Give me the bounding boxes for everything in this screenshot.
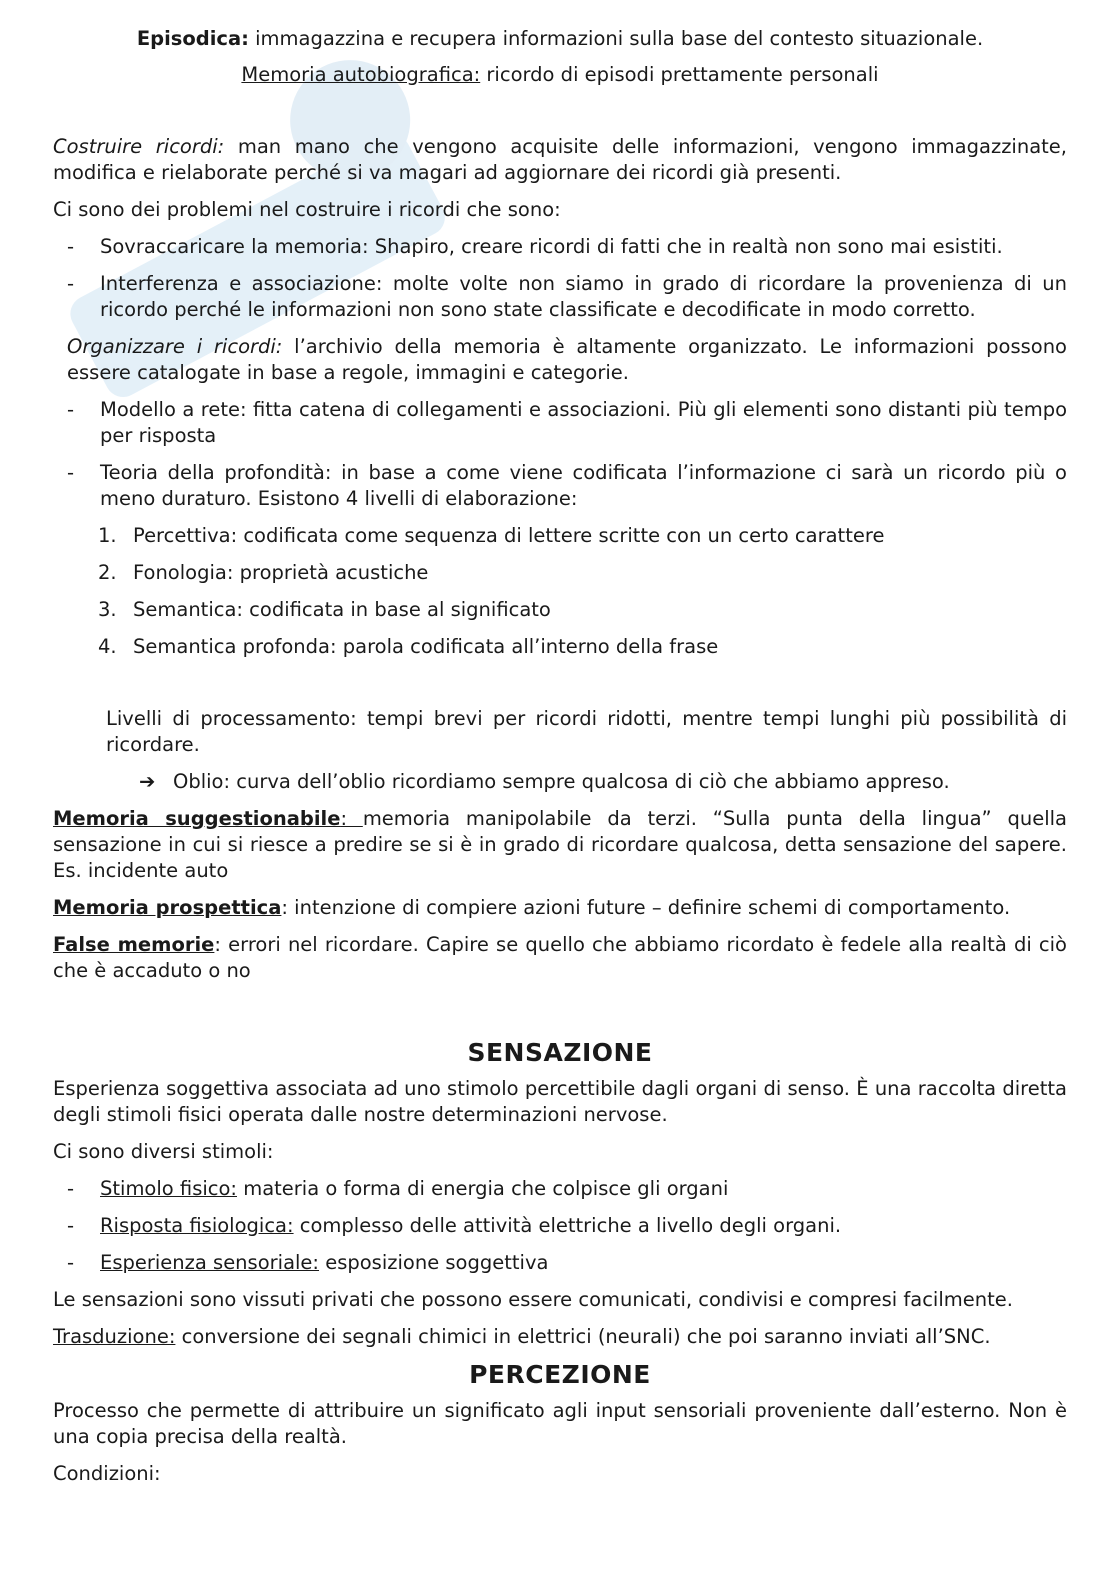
stimuli-intro: Ci sono diversi stimoli: [53,1140,274,1163]
list-item [53,1213,1067,1239]
dash-bullet: - [67,1251,75,1274]
percezione-heading: PERCEZIONE [469,1360,651,1389]
organizzare-text: l’archivio della memoria è altamente organizzato. Le informazioni possono essere catalogate in base a regole, immagini e categorie. [67,335,1067,384]
stimulus-text: materia o forma di energia che colpisce gli organi [237,1177,729,1200]
dash-bullet: - [67,1177,75,1200]
stimulus-text: complesso delle attività elettriche a livello degli organi. [293,1214,842,1237]
list-item [53,397,1067,449]
costruire-text: man mano che vengono acquisite delle informazioni, vengono immagazzinate, modifica e rielaborate perché si va magari ad aggiornare dei ricordi già presenti. [53,135,1067,184]
document-page [53,26,1067,1487]
organizzare-paragraph [53,334,1067,386]
level-item [53,597,1067,623]
list-item [53,234,1067,260]
autobio-text: ricordo di episodi prettamente personali [480,63,879,86]
trasduzione-paragraph [53,1324,1067,1350]
level-number: 3. [98,598,117,621]
suggestionabile-text: memoria manipolabile da terzi. “Sulla punta della lingua” quella sensazione in cui si riesce a predire se si è in grado di ricordare qualcosa, detta sensazione del sapere. Es. incidente auto [53,807,1067,882]
conditions-label: Condizioni: [53,1462,161,1485]
list-item [53,271,1067,323]
level-number: 4. [98,635,117,658]
autobio-term: Memoria autobiografica: [241,63,481,86]
prospettica-paragraph [53,895,1067,921]
dash-bullet: - [67,398,75,421]
level-text: Fonologia: proprietà acustiche [133,561,429,584]
organizzare-item-text: Teoria della profondità: in base a come viene codificata l’informazione ci sarà un ricordo più o meno duraturo. Esistono 4 livelli di elaborazione: [100,461,1067,510]
list-item [53,1250,1067,1276]
prospettica-text: : intenzione di compiere azioni future – definire schemi di comportamento. [281,896,1011,919]
suggestionabile-paragraph [53,806,1067,884]
list-item [53,460,1067,512]
stimulus-term: Risposta fisiologica: [100,1214,294,1237]
stimulus-term: Stimolo fisico: [100,1177,237,1200]
percezione-definition: Processo che permette di attribuire un significato agli input sensoriali proveniente dall’esterno. Non è una copia precisa della realtà. [53,1399,1067,1448]
level-text: Percettiva: codificata come sequenza di lettere scritte con un certo carattere [133,524,885,547]
dash-bullet: - [67,1214,75,1237]
problem-item-text: Sovraccaricare la memoria: Shapiro, creare ricordi di fatti che in realtà non sono mai esistiti. [100,235,1003,258]
private-paragraph: Le sensazioni sono vissuti privati che possono essere comunicati, condivisi e compresi facilmente. [53,1288,1013,1311]
organizzare-item-text: Modello a rete: fitta catena di collegamenti e associazioni. Più gli elementi sono distanti più tempo per risposta [100,398,1067,447]
oblio-text: Oblio: curva dell’oblio ricordiamo sempre qualcosa di ciò che abbiamo appreso. [173,770,950,793]
level-number: 2. [98,561,117,584]
false-memorie-term: False memorie [53,933,215,956]
episodica-text: immagazzina e recupera informazioni sulla base del contesto situazionale. [248,27,984,50]
trasduzione-text: conversione dei segnali chimici in elettrici (neurali) che poi saranno inviati all’SNC. [175,1325,991,1348]
false-memorie-paragraph [53,932,1067,984]
level-item [53,634,1067,660]
arrow-right-icon: ➔ [139,770,156,793]
costruire-term: Costruire ricordi: [53,135,225,158]
dash-bullet: - [67,272,75,295]
false-memorie-text: : errori nel ricordare. Capire se quello che abbiamo ricordato è fedele alla realtà di ciò che è accaduto o no [53,933,1067,982]
level-item [53,523,1067,549]
problem-item-text: Interferenza e associazione: molte volte non siamo in grado di ricordare la provenienza di un ricordo perché le informazioni non sono state classificate e decodificate in modo corretto. [100,272,1067,321]
episodica-line [53,26,1067,52]
processing-paragraph: Livelli di processamento: tempi brevi per ricordi ridotti, mentre tempi lunghi più possibilità di ricordare. [106,707,1067,756]
level-text: Semantica: codificata in base al significato [133,598,551,621]
level-item [53,560,1067,586]
costruire-paragraph [53,134,1067,186]
suggestionabile-colon: : [340,807,363,830]
autobio-line [53,62,1067,88]
stimulus-term: Esperienza sensoriale: [100,1251,320,1274]
stimulus-text: esposizione soggettiva [319,1251,549,1274]
prospettica-term: Memoria prospettica [53,896,282,919]
episodica-term: Episodica: [136,27,249,50]
trasduzione-term: Trasduzione: [53,1325,176,1348]
organizzare-term: Organizzare i ricordi: [67,335,283,358]
level-number: 1. [98,524,117,547]
problems-intro: Ci sono dei problemi nel costruire i ricordi che sono: [53,198,561,221]
level-text: Semantica profonda: parola codificata all’interno della frase [133,635,719,658]
dash-bullet: - [67,235,75,258]
sensazione-heading: SENSAZIONE [467,1038,653,1067]
suggestionabile-term: Memoria suggestionabile [53,807,341,830]
dash-bullet: - [67,461,75,484]
sensazione-definition: Esperienza soggettiva associata ad uno stimolo percettibile dagli organi di senso. È una raccolta diretta degli stimoli fisici operata dalle nostre determinazioni nervose. [53,1077,1067,1126]
oblio-item [53,769,1067,795]
list-item [53,1176,1067,1202]
